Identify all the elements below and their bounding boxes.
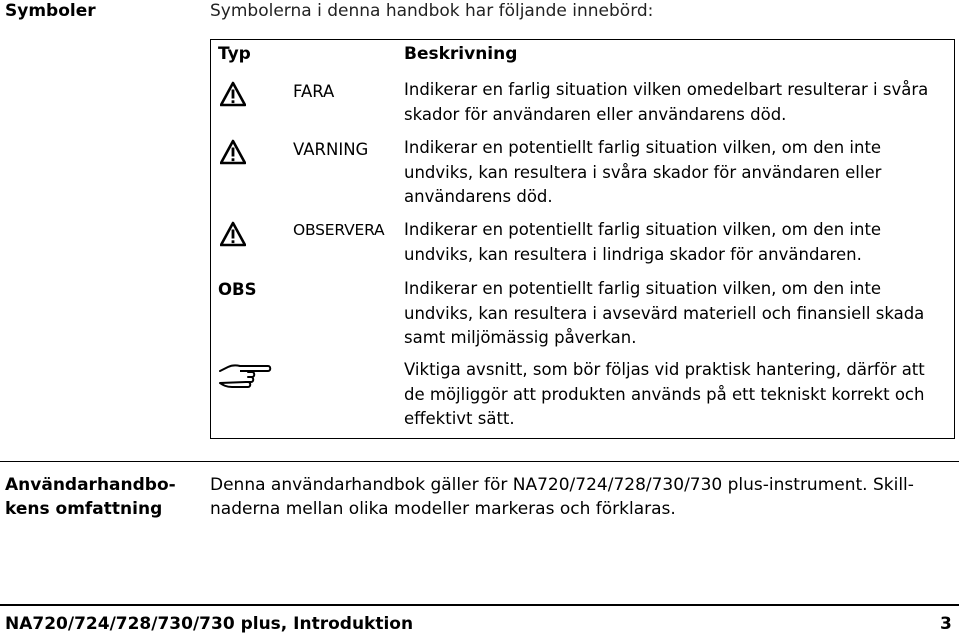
symbols-intro: Symbolerna i denna handbok har följande innebörd: — [210, 1, 654, 21]
scope-text-line2: naderna mellan olika modeller markeras och förklaras. — [210, 499, 676, 519]
footer-divider — [0, 604, 959, 606]
row-label-fara: FARA — [293, 82, 335, 101]
footer-title: NA720/724/728/730/730 plus, Introduktion — [5, 614, 414, 634]
table-header-description: Beskrivning — [404, 44, 518, 64]
page-number: 3 — [940, 614, 952, 634]
scope-text — [210, 473, 914, 521]
section-heading-scope — [5, 473, 176, 521]
row-description-varning: Indikerar en potentiellt farlig situation vilken, om den inte undviks, kan resultera i svåra skador för användaren eller användarens död. — [404, 138, 882, 206]
warning-triangle-icon — [220, 221, 246, 247]
warning-triangle-icon — [220, 81, 246, 107]
row-description-observera: Indikerar en potentiellt farlig situation vilken, om den inte undviks, kan resultera i lindriga skador för användaren. — [404, 220, 882, 264]
section-heading-scope-line2: kens omfattning — [5, 499, 163, 519]
section-heading-symbols: Symboler — [5, 1, 96, 21]
row-label-varning: VARNING — [293, 140, 369, 159]
row-description-fara: Indikerar en farlig situation vilken omedelbart resulterar i svåra skador för användaren eller användarens död. — [404, 80, 929, 124]
row-description-obs: Indikerar en potentiellt farlig situation vilken, om den inte undviks, kan resultera i avsevärd materiell och finansiell skada samt miljömässig påverkan. — [404, 279, 925, 347]
section-divider — [0, 461, 959, 462]
pointing-hand-icon — [218, 363, 272, 389]
row-label-observera: OBSERVERA — [293, 221, 385, 239]
scope-text-line1: Denna användarhandbok gäller för NA720/724/728/730/730 plus-instrument. Skill- — [210, 475, 914, 495]
section-heading-scope-line1: Användarhandbo- — [5, 475, 176, 495]
row-description-important: Viktiga avsnitt, som bör följas vid praktisk hantering, därför att de möjliggör att produkten används på ett tekniskt korrekt och effektivt sätt. — [404, 360, 925, 428]
row-label-obs: OBS — [218, 280, 257, 299]
table-header-type: Typ — [218, 44, 251, 64]
warning-triangle-icon — [220, 139, 246, 165]
